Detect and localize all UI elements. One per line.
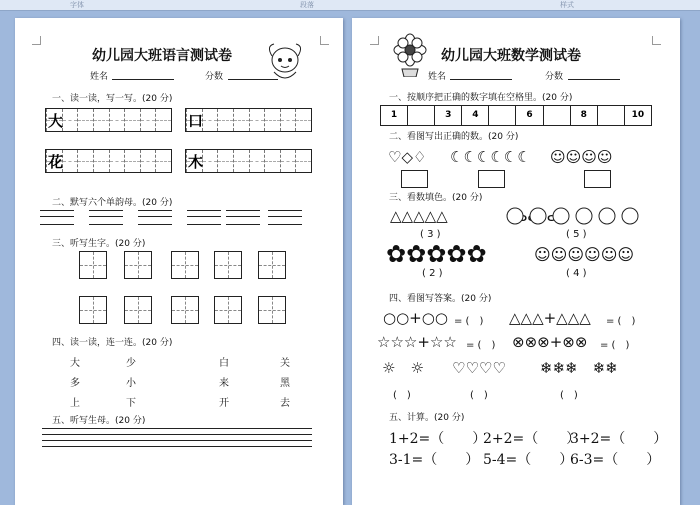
math-test-title: 幼儿园大班数学测试卷 [441, 48, 581, 64]
stars-sum-icon: ☆☆☆+☆☆ [377, 333, 457, 351]
answer-paren[interactable]: ( ) [560, 390, 578, 401]
section-2-heading: 二、看图写出正确的数。(20 分) [389, 132, 519, 142]
tian-grid [258, 296, 286, 324]
answer-box[interactable] [401, 170, 428, 188]
number-cell[interactable]: 3 [434, 106, 461, 125]
ribbon-tab-style[interactable]: 样式 [560, 1, 574, 9]
pinyin-lines [40, 210, 74, 225]
score-field[interactable] [228, 79, 278, 80]
number-cell[interactable]: 1 [390, 110, 398, 120]
tian-grid [79, 296, 107, 324]
char-da: 大 [48, 112, 64, 130]
number-cell[interactable]: 10 [624, 106, 651, 125]
section-1-heading: 一、读一读，写一写。(20 分) [52, 94, 173, 104]
suns-group-icon: ☼ ☼ [382, 359, 424, 377]
hearts-group-icon: ♡♡♡♡ [452, 359, 506, 377]
color-count: ( 4 ) [566, 268, 587, 279]
number-cell[interactable] [407, 106, 434, 125]
flower-icon [392, 33, 428, 77]
answer-paren[interactable]: = ( ) [606, 316, 636, 327]
match-word[interactable]: 大 [70, 358, 80, 369]
pinyin-lines [138, 210, 172, 225]
tian-grid [124, 251, 152, 279]
apples-sum-icon: ○○+○○ [383, 309, 448, 327]
char-kou: 口 [188, 112, 204, 130]
match-word[interactable]: 去 [280, 398, 290, 409]
match-word[interactable]: 关 [280, 358, 290, 369]
crop-mark [370, 36, 379, 45]
pinyin-lines [226, 210, 260, 225]
moons-icon: ☾☾☾☾☾☾ [450, 148, 531, 166]
equation[interactable]: 2+2=（ ） [483, 431, 581, 447]
match-word[interactable]: 来 [219, 378, 229, 389]
answer-paren[interactable]: ( ) [470, 390, 488, 401]
answer-paren[interactable]: = ( ) [454, 316, 484, 327]
match-word[interactable]: 少 [126, 358, 136, 369]
ribbon-tab-paragraph[interactable]: 段落 [300, 1, 314, 9]
writing-line [42, 446, 312, 447]
equation[interactable]: 6-3=（ ） [570, 452, 661, 468]
tian-grid [171, 251, 199, 279]
answer-box[interactable] [478, 170, 505, 188]
tian-grid [79, 251, 107, 279]
writing-grid [45, 108, 172, 132]
match-word[interactable]: 黑 [280, 378, 290, 389]
tian-grid [214, 251, 242, 279]
pinyin-lines [268, 210, 302, 225]
name-field[interactable] [450, 79, 512, 80]
writing-grid [185, 149, 312, 173]
number-cell[interactable] [543, 106, 570, 125]
writing-grid [45, 149, 172, 173]
section-1-heading: 一、按顺序把正确的数字填在空格里。(20 分) [389, 93, 573, 103]
ribbon-tab-font[interactable]: 字体 [70, 1, 84, 9]
number-cell[interactable]: 4 [461, 106, 488, 125]
number-cell[interactable] [597, 106, 624, 125]
char-mu: 木 [188, 153, 204, 171]
number-sequence-table [380, 105, 652, 126]
match-word[interactable]: 小 [126, 378, 136, 389]
tian-grid [124, 296, 152, 324]
section-5-heading: 五、计算。(20 分) [389, 413, 465, 423]
crop-mark [32, 36, 41, 45]
writing-grid [185, 108, 312, 132]
writing-line [42, 440, 312, 441]
tian-grid [171, 296, 199, 324]
name-label: 姓名 [428, 72, 447, 82]
section-3-heading: 三、看数填色。(20 分) [389, 193, 483, 203]
section-5-heading: 五、听写生母。(20 分) [52, 416, 146, 426]
drops-icon: ♡◇♢ [388, 148, 427, 166]
score-field[interactable] [568, 79, 620, 80]
snowflakes-group-icon: ❄❄❄ ❄❄ [540, 359, 618, 377]
color-count: ( 5 ) [566, 229, 587, 240]
match-word[interactable]: 上 [70, 398, 80, 409]
smileys-icon: ☺☺☺☺ [550, 148, 613, 166]
ribbon-strip [0, 0, 700, 11]
tian-grid [214, 296, 242, 324]
match-word[interactable]: 开 [219, 398, 229, 409]
answer-paren[interactable]: = ( ) [600, 340, 630, 351]
number-cell[interactable] [488, 106, 515, 125]
equation[interactable]: 5-4=（ ） [483, 452, 574, 468]
number-cell[interactable]: 6 [515, 106, 542, 125]
score-label: 分数 [545, 72, 564, 82]
answer-box[interactable] [584, 170, 611, 188]
writing-line [42, 434, 312, 435]
match-word[interactable]: 多 [70, 378, 80, 389]
equation[interactable]: 3-1=（ ） [389, 452, 480, 468]
name-label: 姓名 [90, 72, 109, 82]
pinyin-lines [89, 210, 123, 225]
crop-mark [652, 36, 661, 45]
score-label: 分数 [205, 72, 224, 82]
name-field[interactable] [112, 79, 174, 80]
number-cell[interactable]: 8 [570, 106, 597, 125]
crop-mark [320, 36, 329, 45]
answer-paren[interactable]: = ( ) [466, 340, 496, 351]
flowers-icon: ✿✿✿✿✿ [386, 240, 487, 268]
color-count: ( 2 ) [422, 268, 443, 279]
answer-paren[interactable]: ( ) [393, 390, 411, 401]
match-word[interactable]: 白 [219, 358, 229, 369]
section-3-heading: 三、听写生字。(20 分) [52, 239, 146, 249]
equation[interactable]: 1+2=（ ） [389, 431, 487, 447]
section-4-heading: 四、看图写答案。(20 分) [389, 294, 492, 304]
section-4-heading: 四、读一读，连一连。(20 分) [52, 338, 173, 348]
tian-grid [258, 251, 286, 279]
triangles-sum-icon: △△△+△△△ [509, 309, 591, 327]
writing-line [42, 428, 312, 429]
equation[interactable]: 3+2=（ ） [570, 431, 668, 447]
smileys-icon: ☺☺☺☺☺☺ [534, 245, 635, 264]
apples-icon [505, 205, 645, 225]
circles-sum-icon: ⊗⊗⊗+⊗⊗ [512, 333, 588, 351]
language-test-title: 幼儿园大班语言测试卷 [92, 48, 232, 64]
section-2-heading: 二、默写六个单韵母。(20 分) [52, 198, 173, 208]
match-word[interactable]: 下 [126, 398, 136, 409]
triangles-icon: △△△△△ [390, 207, 448, 225]
color-count: ( 3 ) [420, 229, 441, 240]
pinyin-lines [187, 210, 221, 225]
char-hua: 花 [48, 153, 64, 171]
